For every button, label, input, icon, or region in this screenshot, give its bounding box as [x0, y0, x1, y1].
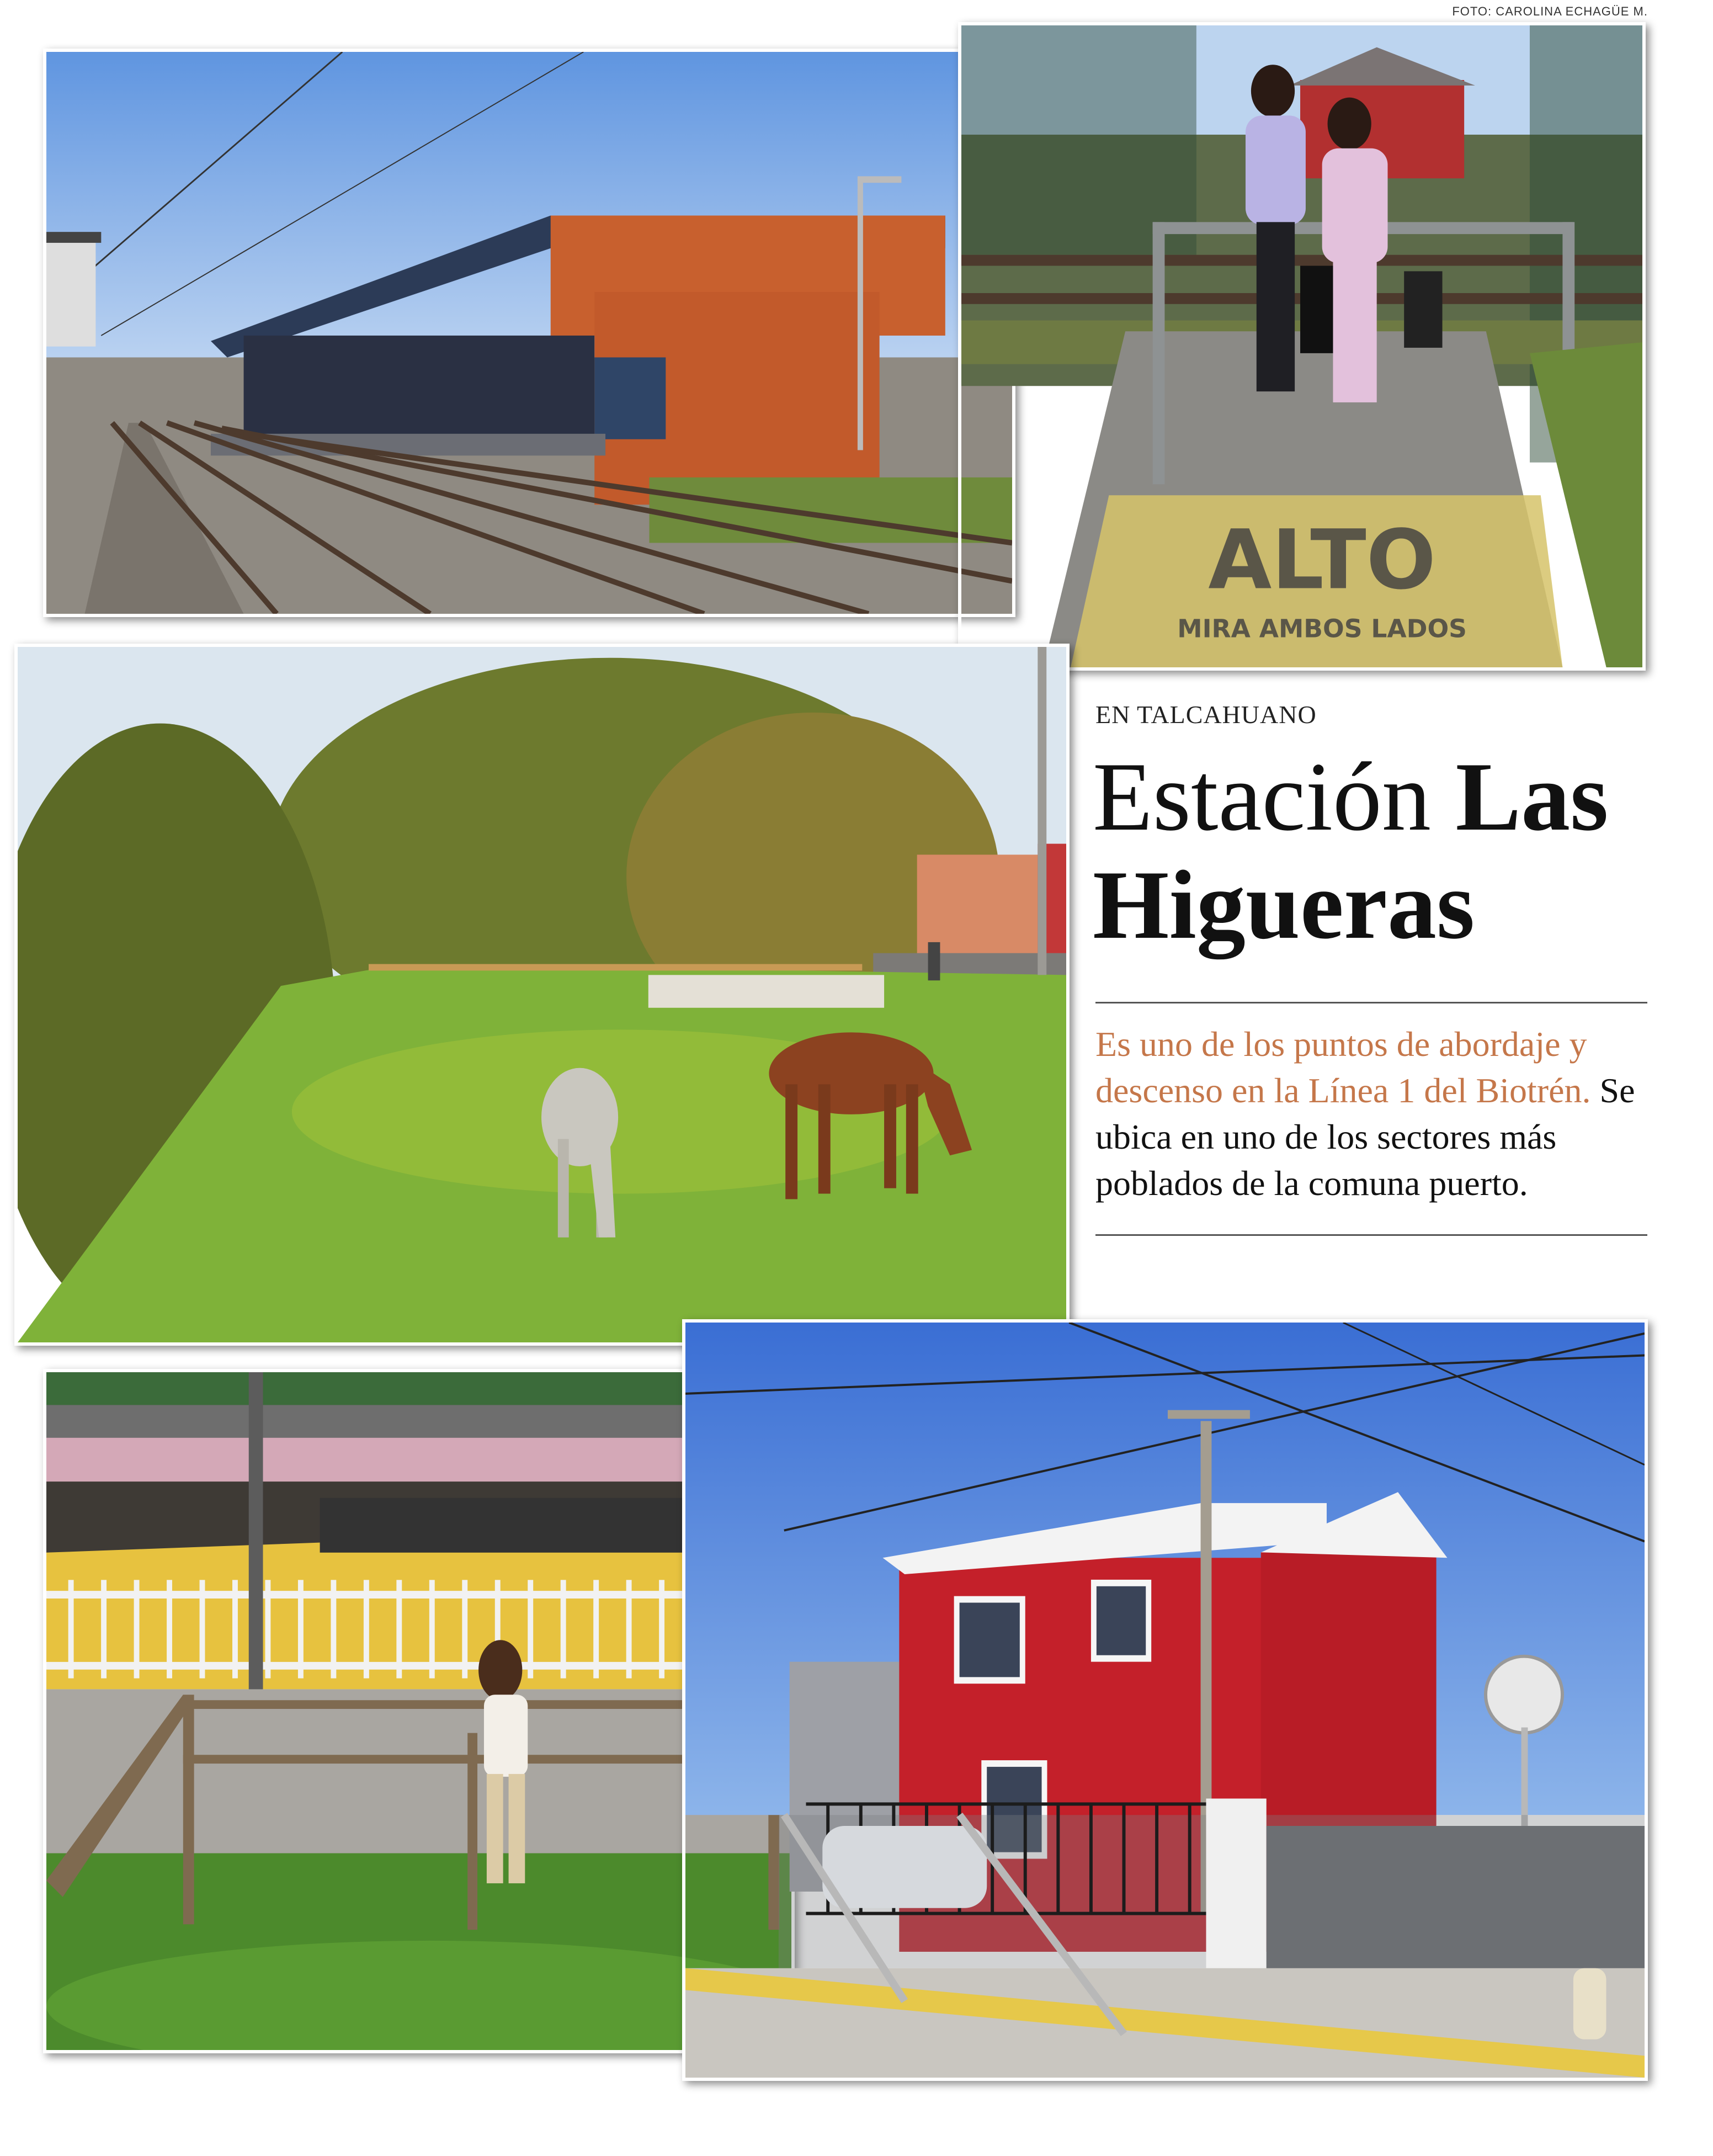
deck-rule-bottom [1095, 1234, 1647, 1236]
headline-light: Estación [1093, 742, 1431, 851]
horses-field-image [18, 647, 1066, 1342]
station-tracks-image [46, 52, 1012, 614]
deck [1095, 1021, 1653, 1207]
headline-rule-top [1095, 1002, 1647, 1003]
red-house-image [685, 1323, 1645, 2078]
footbridge-image [46, 1372, 791, 2050]
headline [1093, 742, 1661, 959]
photo-red-house [682, 1319, 1648, 2081]
deck-highlight: Es uno de los puntos de abordaje y descenso en la Línea 1 del Biotrén. [1095, 1024, 1591, 1110]
headline-bold-1: Las [1455, 742, 1609, 851]
railway-crossing-image [961, 25, 1642, 667]
photo-credit: FOTO: CAROLINA ECHAGÜE M. [1452, 4, 1648, 18]
headline-bold-2: Higueras [1093, 850, 1475, 959]
crossing-sign-alto: ALTO [1208, 512, 1436, 608]
kicker: EN TALCAHUANO [1095, 700, 1317, 729]
photo-horses-field [14, 644, 1070, 1346]
crossing-sign-mira: MIRA AMBOS LADOS [1177, 614, 1467, 644]
photo-station-tracks [43, 49, 1015, 617]
deck-rest: Se ubica en uno de los sectores más poblados de la comuna puerto. [1095, 1071, 1635, 1203]
photo-railway-crossing [958, 22, 1646, 671]
